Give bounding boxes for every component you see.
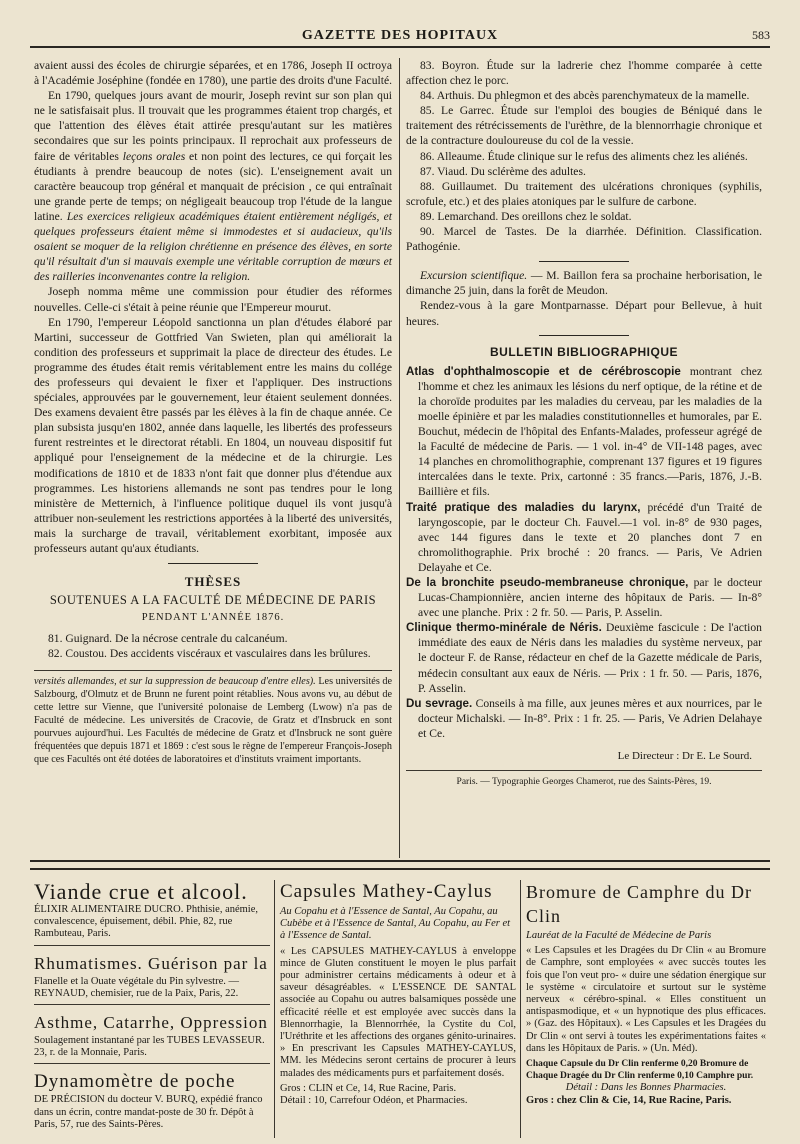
column-divider — [399, 58, 400, 858]
bibliography-entry: Atlas d'ophthalmoscopie et de cérébroscopie montrant chez l'homme et chez les animaux les lésions du nerf optique, de la rétine et de la choroïde produites par les maladies du cerveau, par les maladies de la moelle épinière et par les maladies constitutionnelles et humorales, par E. Bouchut, médecin de l'hôpital des Enfants-Malades, professeur agrégé de la Faculté de médecine de Paris. — 1 vol. in-4° de VII-148 pages, avec 14 planches en chromolithographie, comprenant 137 figures et 19 figures intercalées dans le texte. Prix, cartonné : 35 francs.—Paris, 1876, J.-B. Baillière et fils. — [406, 364, 763, 499]
excursion-notice: Excursion scientifique. — M. Baillon fera sa prochaine herborisation, le dimanche 25 juin, dans la forêt de Meudon. — [406, 269, 762, 298]
ad-dosage: Chaque Capsule du Dr Clin renferme 0,20 Bromure de Chaque Dragée du Dr Clin renferme 0,10 Camphre pur. — [526, 1059, 754, 1082]
ad-text: DE PRÉCISION du docteur V. BURQ, expédié franco dans un écrin, contre mandat-poste de 30 fr. Dépôt à Paris, 57, rue des Saints-Pères. — [34, 1094, 263, 1130]
advertisement-band — [30, 860, 770, 870]
thesis-item: 90. Marcel de Tastes. De la diarrhée. Définition. Classification. Pathogénie. — [406, 225, 762, 254]
paragraph: avaient aussi des écoles de chirurgie séparées, et en 1786, Joseph II octroya à l'Académie Joséphine (fondée en 1780), une partie des droits d'une Faculté. — [34, 59, 392, 88]
theses-subheading: SOUTENUES A LA FACULTÉ DE MÉDECINE DE PARIS — [49, 593, 377, 608]
left-column — [34, 58, 392, 766]
thesis-item: 87. Viaud. Du sclérème des adultes. — [420, 164, 586, 178]
ad-title: Asthme, Catarrhe, Oppression — [34, 1013, 268, 1033]
ad-dynamometre — [34, 1070, 270, 1131]
page-title: GAZETTE DES HOPITAUX — [301, 28, 499, 43]
bibliography-entry: Traité pratique des maladies du larynx, précédé d'un Traité de laryngoscopie, par le docteur Ch. Fauvel.—1 vol. in-8° de 930 pages, avec 144 figures dans le texte et 20 planches dont 7 en chromolithographie. Prix broché : 20 francs. — Paris, Ve Adrien Delayahe et Ce. — [406, 500, 762, 574]
right-column — [406, 58, 762, 790]
ad-rhumatismes — [34, 952, 270, 1005]
ad-wholesale: Gros : chez Clin & Cie, 14, Rue Racine, Paris. — [526, 1094, 732, 1106]
thesis-item: 83. Boyron. Étude sur la ladrerie chez l'homme comparée à cette affection chez le porc. — [406, 59, 762, 88]
paragraph: En 1790, l'empereur Léopold sanctionna un plan d'études élaboré par Martini, successeur de Gottfried Van Swieten, plan qui améliorait la condition des professeurs et supprimait la place de directeur des études. Le programme des études était remis véritablement entre les mains du collége des professeurs qui devaient le fixer et l'appliquer. Des instructions spéciales, approuvées par le gouvernement, leur étaient seulement données. Des examens devaient être passés par les élèves à la fin de chaque année. Ce plan subsista jusqu'en 1802, année dans laquelle, les libertés des professeurs furent restreintes et le directorat rétabli. En 1804, un nouveau dispositif fut appliqué pour l'enseignement de la médecine et de la chirurgie. Les modifications de 1810 et de 1833 n'ont fait que donner plus d'étendue aux programmes. Les historiens allemands ne sont pas tendres pour le long ministère de Metternich, à l'influence politique duquel ils vont jusqu'à attribuer non-seulement les restrictions apportées à la liberté des universités, mais la surcharge de travail, véritablement exorbitant, imposée aux professeurs autant qu'aux étudiants. — [34, 315, 392, 555]
paragraph: Joseph nomma même une commission pour étudier des réformes nouvelles. Celle-ci s'était à peine réunie que l'Empereur mourut. — [34, 285, 392, 314]
ad-text: Soulagement instantané par les TUBES LEVASSEUR. 23, r. de la Monnaie, Paris. — [34, 1035, 265, 1059]
bibliography-entry: De la bronchite pseudo-membraneuse chronique, par le docteur Lucas-Championnière, ancien interne des hôpitaux de Paris. — In-8° avec une planche. Prix : 2 fr. 50. — Paris, P. Asselin. — [406, 576, 762, 620]
ad-column-left — [34, 880, 270, 1131]
ad-viande-crue — [34, 880, 270, 946]
ad-title: Viande crue et alcool. — [34, 879, 248, 904]
rendezvous-notice: Rendez-vous à la gare Montparnasse. Départ pour Bellevue, à huit heures. — [406, 299, 762, 328]
bibliography-entry: Du sevrage. Conseils à ma fille, aux jeunes mères et aux nourrices, par le docteur Michalski. — In-8°. Prix : 1 fr. 25. — Paris, Ve Adrien Delahaye et Ce. — [406, 696, 762, 740]
ad-asthme — [34, 1011, 270, 1064]
thesis-item: 88. Guillaumet. Du traitement des ulcérations chroniques (syphilis, scrofule, etc.) et des plaies atoniques par le sulfure de carbone. — [406, 179, 762, 208]
ad-title: Bromure de Camphre du Dr Clin — [526, 882, 752, 926]
printer-credit: Paris. — Typographie Georges Chamerot, rue des Saints-Pères, 19. — [456, 777, 712, 788]
page-number: 583 — [752, 28, 770, 42]
section-separator — [406, 254, 762, 268]
ad-bromure-de-camphre — [526, 880, 766, 1107]
thesis-item: 89. Lemarchand. Des oreillons chez le soldat. — [420, 209, 632, 223]
director-signature: Le Directeur : Dr E. Le Sourd. — [406, 749, 762, 771]
ad-capsules-mathey-caylus — [280, 880, 516, 1107]
ad-title: Rhumatismes. Guérison par la — [34, 953, 268, 973]
footnote: versités allemandes, et sur la suppression de beaucoup d'entre elles). Les universités de Salzbourg, d'Olmutz et de Brunn ne furent point rétablies. Nous avons vu, au début de cette lettre sur Vienne, que l'université polonaise de Lemberg (Lwow) n'a pas de Faculté de médecine. Les universités de Cracovie, de Gratz et d'Insbruck en sont pourvues aujourd'hui. Les Facultés de médecine de Gratz et d'Insbruck ne sont guère fréquentées que depuis 1871 et 1869 : c'est sous le règne de l'empereur François-Joseph que ces Facultés ont été dotées de laboratoires et d'instituts vraiment importants. — [34, 670, 392, 766]
page-header — [30, 26, 770, 48]
bibliography-heading: BULLETIN BIBLIOGRAPHIQUE — [490, 344, 678, 359]
thesis-item: 84. Arthuis. Du phlegmon et des abcès parenchymateux de la mamelle. — [420, 89, 750, 103]
ad-divider — [520, 880, 521, 1138]
section-separator — [34, 556, 392, 570]
ad-retail: Détail : 10, Carrefour Odéon, et Pharmacies. — [280, 1095, 468, 1107]
thesis-item: 81. Guignard. De la nécrose centrale du calcanéum. — [48, 632, 288, 646]
theses-heading: THÈSES — [184, 574, 242, 590]
section-separator — [406, 329, 762, 343]
ad-retail: Détail : Dans les Bonnes Pharmacies. — [565, 1082, 727, 1094]
thesis-item: 85. Le Garrec. Étude sur l'emploi des bougies de Béniqué dans le traitement des rétrécissements de l'urèthre, de la blennorrhagie chronique et de la contracture douloureuse du col de la vessie. — [406, 104, 762, 148]
paragraph: En 1790, quelques jours avant de mourir, Joseph revint sur son plan qui ne le satisfaisait plus. Il trouvait que les programmes étaient trop chargés, et que l'attention des élèves était attirée presqu'autant sur les matières secondaires que sur les points principaux. Il reprochait aux professeurs de faire de véritables leçons orales et non point des lectures, ce qui forçait les étudiants à prendre beaucoup de notes (sic). L'enseignement avait un caractère beaucoup trop général et manquait de précision , ce qui entraînait une grande perte de temps; on négligeait beaucoup trop l'étude de la langue latine. Les exercices religieux académiques étaient entièrement négligés, et quelques professeurs étaient même si immodestes et si audacieux, qu'ils osaient se moquer de la religion chrétienne en présence des élèves, en sorte qu'il résultait d'un si mauvais exemple une véritable corruption de mœurs et des railleries inconvenantes contre la religion. — [34, 89, 392, 284]
ad-subtitle: Lauréat de la Faculté de Médecine de Paris — [526, 930, 712, 941]
theses-year: PENDANT L'ANNÉE 1876. — [141, 612, 285, 624]
ad-subtitle: Au Copahu et à l'Essence de Santal, Au Copahu, au Cubèbe et à l'Essence de Santal, Au Copahu, au Fer et à l'Essence de Santal. — [280, 906, 511, 942]
ad-wholesale: Gros : CLIN et Ce, 14, Rue Racine, Paris. — [280, 1082, 457, 1094]
thesis-item: 82. Coustou. Des accidents viscéraux et vasculaires dans les brûlures. — [48, 647, 371, 661]
ad-text: « Les Capsules et les Dragées du Dr Clin « au Bromure de Camphre, sont employées « avec succès toutes les fois que l'on veut pro- « duire une sédation énergique sur le système « circulatoire et surtout sur le système nerveux « cérébro-spinal. « Elles constituent un antispasmodique, et « un hypnotique des plus efficaces. » (Gaz. des Hôpitaux). « Les Capsules et les Dragées du Dr Clin « ont servi à toutes les expérimentations faites « dans les Hôpitaux de Paris. » (Un. Méd). — [526, 945, 766, 1054]
bibliography-entry: Clinique thermo-minérale de Néris. Deuxième fascicule : De l'action immédiate des eaux de Néris dans les maladies du système nerveux, par le docteur F. de Ranse, rédacteur en chef de la Gazette médicale de Paris, médecin consultant aux eaux de Néris. — Prix : 1 fr. 50. — Paris, 1876, P. Asselin. — [406, 621, 762, 695]
ad-divider — [274, 880, 275, 1138]
ad-title: Capsules Mathey-Caylus — [280, 881, 493, 902]
ad-text: Flanelle et la Ouate végétale du Pin sylvestre. — REYNAUD, chemisier, rue de la Paix, Paris, 22. — [34, 975, 239, 999]
ad-text: « Les CAPSULES MATHEY-CAYLUS à enveloppe mince de Gluten constituent le moyen le plus parfait pour administrer certains médicaments à odeur et à saveur désagréables. « L'ESSENCE DE SANTAL associée au Copahu ou autres balsamiques possède une efficacité réelle et est employée avec succès dans la Blennorrhagie, la Blennorrhée, la Cystite du Col, l'Uréthrite et les affections des organes génito-urinaires. » En prescrivant les Capsules MATHEY-CAYLUS, MM. les Médecins seront certains de procurer à leurs malades des médicaments purs et parfaitement dosés. — [280, 945, 516, 1079]
ad-text: ÉLIXIR ALIMENTAIRE DUCRO. Phthisie, anémie, convalescence, épuisement, débil. Phie, 82, rue Rambuteau, Paris. — [34, 904, 259, 940]
ad-title: Dynamomètre de poche — [34, 1071, 236, 1093]
thesis-item: 86. Alleaume. Étude clinique sur le refus des aliments chez les aliénés. — [420, 149, 748, 163]
